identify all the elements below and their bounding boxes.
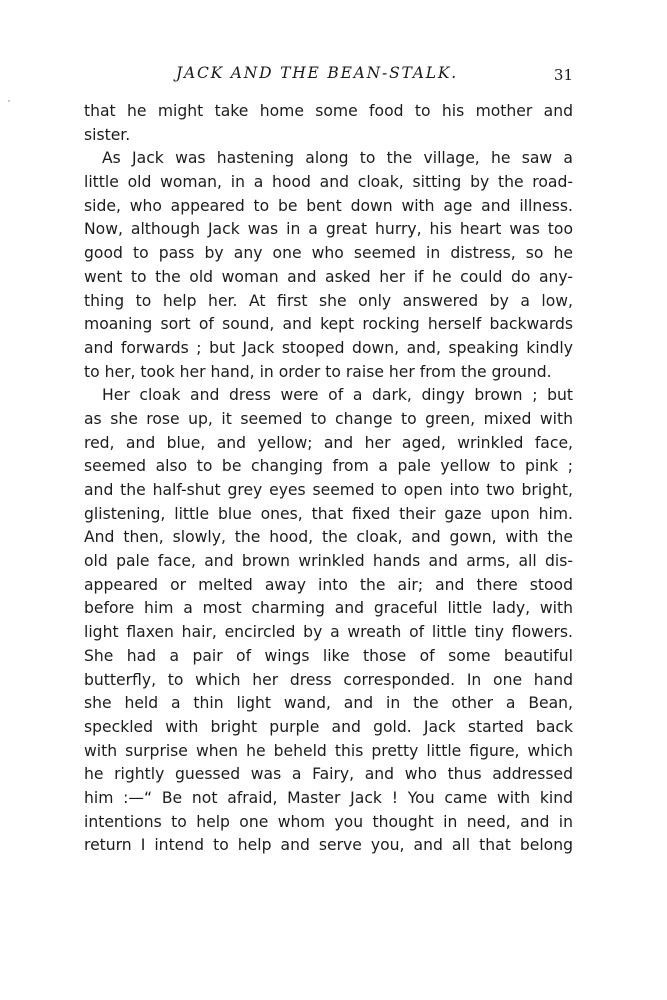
text-line: she held a thin light wand, and in the other a Bean,	[84, 694, 573, 713]
page-header	[84, 64, 573, 90]
text-line: as she rose up, it seemed to change to green, mixed with	[84, 409, 573, 428]
page-number: 31	[553, 66, 573, 84]
text-line: sister.	[84, 125, 131, 144]
text-line: red, and blue, and yellow; and her aged, wrinkled face,	[84, 433, 573, 452]
text-line: he rightly guessed was a Fairy, and who thus addressed	[84, 765, 573, 784]
text-line: And then, slowly, the hood, the cloak, and gown, with the	[84, 528, 573, 547]
text-line: before him a most charming and graceful little lady, with	[84, 599, 573, 618]
text-line: good to pass by any one who seemed in distress, so he	[84, 244, 573, 263]
text-line: Her cloak and dress were of a dark, dingy brown ; but	[102, 386, 573, 405]
text-line: moaning sort of sound, and kept rocking herself backwards	[84, 315, 573, 334]
text-line: side, who appeared to be bent down with age and illness.	[84, 196, 573, 215]
text-line: light flaxen hair, encircled by a wreath of little tiny flowers.	[84, 623, 573, 642]
text-line: glistening, little blue ones, that fixed their gaze upon him.	[84, 504, 573, 523]
text-line: him :—“ Be not afraid, Master Jack ! You came with kind	[84, 788, 573, 807]
text-line: She had a pair of wings like those of some beautiful	[84, 646, 573, 665]
paragraph	[84, 384, 573, 858]
text-line: with surprise when he beheld this pretty little figure, which	[84, 741, 573, 760]
text-line: and the half-shut grey eyes seemed to open into two bright,	[84, 481, 573, 499]
text-line: appeared or melted away into the air; and there stood	[84, 575, 573, 594]
body-text	[84, 100, 573, 858]
text-line: butterfly, to which her dress corresponded. In one hand	[84, 670, 573, 689]
text-line: little old woman, in a hood and cloak, sitting by the road-	[84, 173, 573, 192]
text-line: return I intend to help and serve you, and all that belong	[84, 836, 573, 855]
text-line: intentions to help one whom you thought in need, and in	[84, 812, 573, 831]
text-line: speckled with bright purple and gold. Jack started back	[84, 717, 573, 736]
margin-speck	[8, 100, 10, 102]
text-line: to her, took her hand, in order to raise her from the ground.	[84, 362, 552, 381]
text-line: As Jack was hastening along to the village, he saw a	[102, 149, 573, 168]
text-line: seemed also to be changing from a pale yellow to pink ;	[84, 457, 573, 476]
text-line: thing to help her. At first she only answered by a low,	[84, 291, 573, 310]
text-line: old pale face, and brown wrinkled hands and arms, all dis-	[84, 552, 573, 571]
paragraph	[84, 100, 573, 147]
text-line: went to the old woman and asked her if he could do any-	[84, 267, 573, 286]
text-line: Now, although Jack was in a great hurry, his heart was too	[84, 220, 573, 239]
text-line: that he might take home some food to his mother and	[84, 102, 573, 120]
text-line: and forwards ; but Jack stooped down, and, speaking kindly	[84, 338, 573, 357]
running-title: JACK AND THE BEAN-STALK.	[176, 64, 458, 82]
paragraph	[84, 147, 573, 384]
